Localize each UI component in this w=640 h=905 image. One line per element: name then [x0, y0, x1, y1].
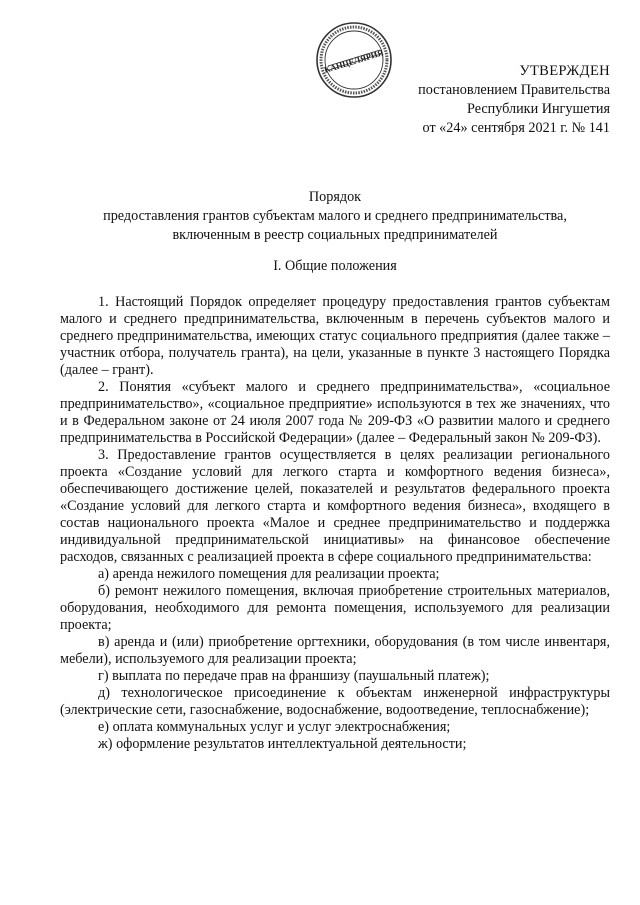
document-body: [60, 294, 610, 753]
section-heading: I. Общие положения: [273, 258, 397, 274]
paragraph-1: 1. Настоящий Порядок определяет процедуру предоставления грантов субъектам малого и среднего предпринимательства, включенным в перечень субъектов малого и среднего предпринимательства, имеющих статус социального предприятия (далее также – участник отбора, получатель гранта), на цели, указанные в пункте 3 настоящего Порядка (далее – грант).: [60, 294, 610, 378]
approved-by-resolution: постановлением Правительства: [418, 82, 610, 98]
svg-text:КАНЦЕЛЯРИЯ: КАНЦЕЛЯРИЯ: [322, 47, 385, 75]
chancellery-stamp: [314, 20, 394, 100]
paragraph-2: 2. Понятия «субъект малого и среднего предпринимательства», «социальное предпринимательство», «социальное предприятие» используются в тех же значениях, что и в Федеральном законе от 24 июля 2007 года № 209-ФЗ «О развитии малого и среднего предпринимательства в Российской Федерации» (далее – Федеральный закон № 209-ФЗ).: [60, 379, 610, 446]
title-line-3: включенным в реестр социальных предпринимателей: [172, 227, 498, 243]
list-item-v: в) аренда и (или) приобретение оргтехники, оборудования (в том числе инвентаря, мебели), используемого для реализации проекта;: [60, 634, 610, 667]
title-line-2: предоставления грантов субъектам малого и среднего предпринимательства,: [103, 208, 567, 224]
list-item-a: а) аренда нежилого помещения для реализации проекта;: [98, 566, 440, 582]
list-item-e: е) оплата коммунальных услуг и услуг электроснабжения;: [98, 719, 451, 735]
list-item-d: д) технологическое присоединение к объектам инженерной инфраструктуры (электрические сети, газоснабжение, водоснабжение, водоотведение, теплоснабжение);: [60, 685, 610, 718]
approval-block: [418, 62, 610, 138]
approved-date-number: от «24» сентября 2021 г. № 141: [422, 120, 610, 136]
list-item-g: г) выплата по передаче прав на франшизу (паушальный платеж);: [98, 668, 490, 684]
approved-heading: УТВЕРЖДЕН: [519, 63, 610, 79]
document-title: [40, 188, 630, 245]
title-line-1: Порядок: [308, 189, 362, 205]
approved-government: Республики Ингушетия: [466, 101, 610, 117]
list-item-b: б) ремонт нежилого помещения, включая приобретение строительных материалов, оборудования, необходимого для ремонта помещения, используемого для реализации проекта;: [60, 583, 610, 633]
paragraph-3: 3. Предоставление грантов осуществляется в целях реализации регионального проекта «Создание условий для легкого старта и комфортного ведения бизнеса», обеспечивающего достижение целей, показателей и результатов федерального проекта «Создание условий для легкого старта и комфортного ведения бизнеса», входящего в состав национального проекта «Малое и среднее предпринимательство и поддержка индивидуальной предпринимательской инициативы» на финансовое обеспечение расходов, связанных с реализацией проекта в сфере социального предпринимательства:: [60, 447, 610, 565]
list-item-zh: ж) оформление результатов интеллектуальной деятельности;: [98, 736, 467, 752]
